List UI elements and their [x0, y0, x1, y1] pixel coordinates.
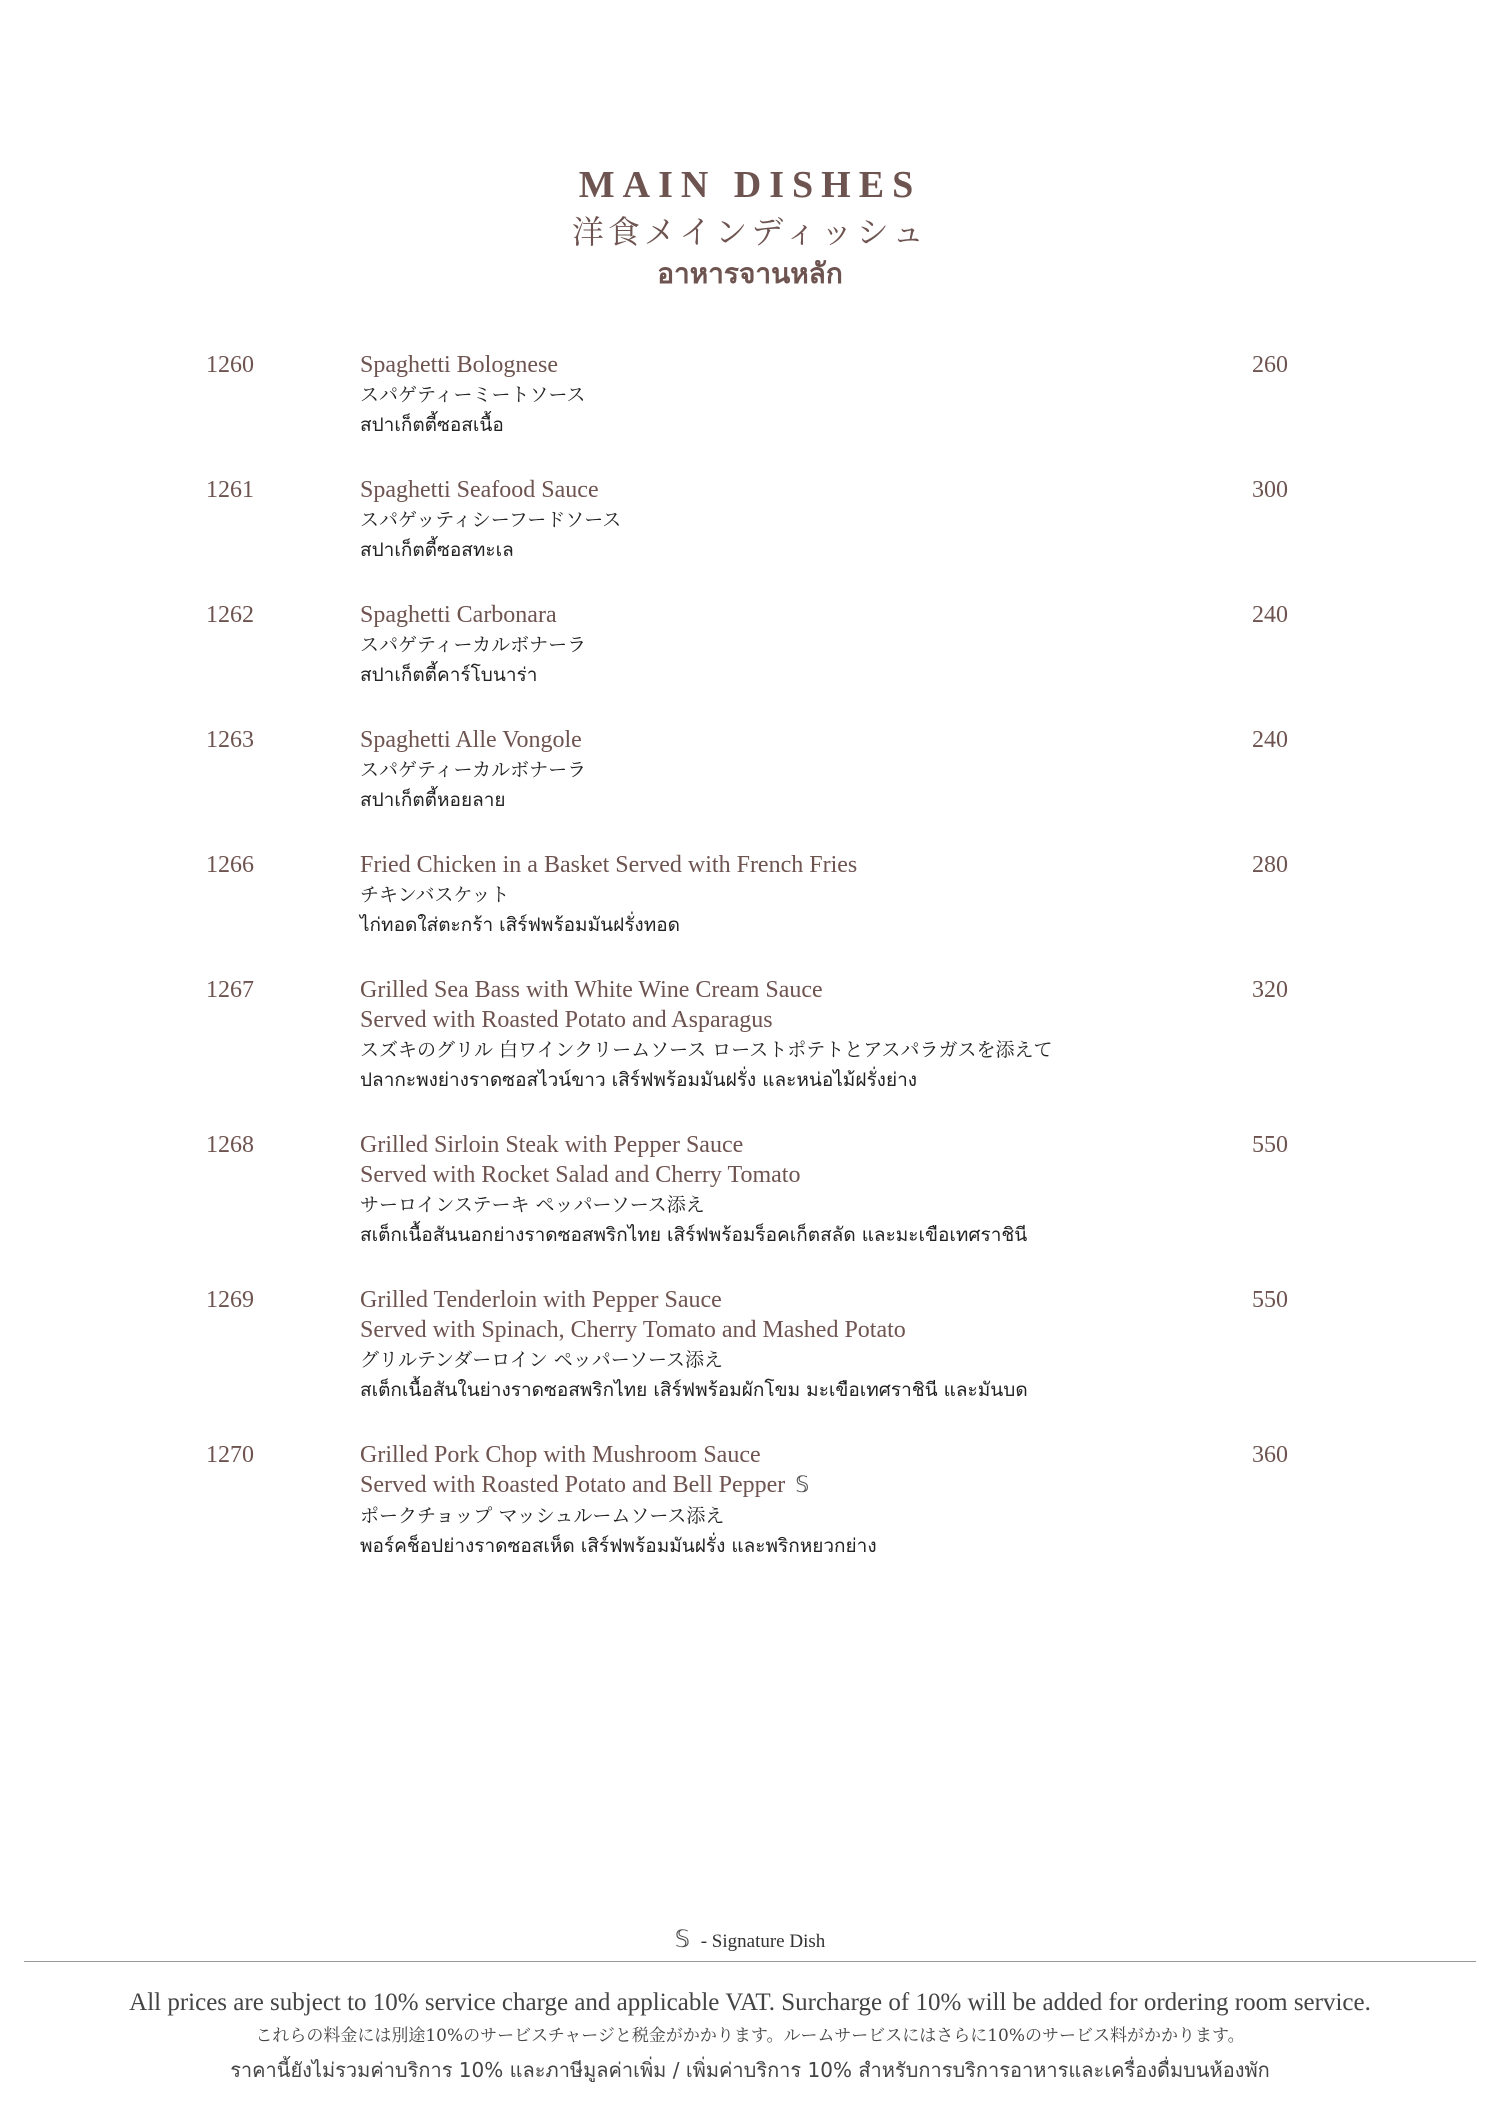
menu-item-name — [360, 475, 1220, 505]
menu-item-code: 1263 — [206, 727, 254, 753]
menu-item-name — [360, 1440, 1220, 1470]
menu-item-description — [360, 975, 1220, 1096]
menu-item-name-japanese: グリルテンダーロイン ペッパーソース添え — [360, 1349, 724, 1371]
menu-item-name-text: Grilled Pork Chop with Mushroom Sauce — [360, 1442, 761, 1468]
menu-item-code: 1269 — [206, 1287, 254, 1313]
menu-item-price: 550 — [1252, 1132, 1288, 1158]
menu-item-description — [360, 350, 1220, 441]
menu-item-name-japanese: チキンバスケット — [360, 884, 510, 906]
menu-item-name-text: Served with Roasted Potato and Bell Pepper — [360, 1472, 786, 1498]
menu-item-name-japanese: ポークチョップ マッシュルームソース添え — [360, 1505, 725, 1527]
menu-item-name-text: Served with Rocket Salad and Cherry Tomato — [360, 1162, 801, 1188]
menu-item — [0, 975, 1500, 1096]
menu-item-name-thai: สปาเก็ตตี้ซอสเนื้อ — [360, 414, 504, 436]
menu-item — [0, 600, 1500, 691]
page-title: MAIN DISHES — [578, 164, 922, 206]
footer-notes — [0, 1986, 1500, 2088]
page-title-japanese: 洋食メインディッシュ — [571, 213, 929, 251]
menu-item — [0, 1440, 1500, 1562]
menu-item-price: 300 — [1252, 477, 1288, 503]
menu-header — [0, 160, 1500, 294]
menu-item — [0, 1285, 1500, 1406]
footer-note-japanese: これらの料金には別途10%のサービスチャージと税金がかかります。ルームサービスにはさらに10%のサービス料がかかります。 — [255, 2026, 1245, 2046]
menu-item-name-thai: สปาเก็ตตี้ซอสทะเล — [360, 539, 514, 561]
menu-item-name — [360, 1130, 1220, 1160]
menu-item-name — [360, 1285, 1220, 1315]
menu-item-code: 1260 — [206, 352, 254, 378]
footer-divider — [24, 1961, 1476, 1962]
menu-item-name — [360, 350, 1220, 380]
menu-list — [0, 350, 1500, 1596]
menu-item-name — [360, 1160, 1220, 1190]
menu-item-price: 240 — [1252, 602, 1288, 628]
menu-item-name-japanese: スパゲティーミートソース — [360, 384, 586, 406]
menu-item — [0, 725, 1500, 816]
menu-item-description — [360, 600, 1220, 691]
menu-item-description — [360, 850, 1220, 941]
menu-item-name-text: Served with Spinach, Cherry Tomato and Mashed Potato — [360, 1317, 906, 1343]
menu-item-name-text: Spaghetti Bolognese — [360, 352, 558, 378]
menu-item-name-text: Spaghetti Carbonara — [360, 602, 557, 628]
menu-item-code: 1262 — [206, 602, 254, 628]
menu-item-price: 240 — [1252, 727, 1288, 753]
menu-item-name — [360, 850, 1220, 880]
menu-item-price: 550 — [1252, 1287, 1288, 1313]
footer-note-thai: ราคานี้ยังไม่รวมค่าบริการ 10% และภาษีมูลค่าเพิ่ม / เพิ่มค่าบริการ 10% สำหรับการบริการอาหารและเครื่องดื่มบนห้องพัก — [230, 2058, 1270, 2082]
menu-item-name — [360, 725, 1220, 755]
menu-item-name — [360, 1315, 1220, 1345]
menu-item-name-japanese: スズキのグリル 白ワインクリームソース ローストポテトとアスパラガスを添えて — [360, 1039, 1053, 1061]
menu-item-name-thai: สปาเก็ตตี้หอยลาย — [360, 789, 506, 811]
menu-item-name-text: Grilled Sea Bass with White Wine Cream Sauce — [360, 977, 823, 1003]
menu-item-description — [360, 725, 1220, 816]
menu-item — [0, 1130, 1500, 1251]
menu-item-code: 1267 — [206, 977, 254, 1003]
menu-item-name-text: Fried Chicken in a Basket Served with French Fries — [360, 852, 858, 878]
signature-icon: 𝕊 — [795, 1473, 810, 1498]
menu-item-name — [360, 975, 1220, 1005]
menu-item-name-japanese: スパゲッティシーフードソース — [360, 509, 622, 531]
signature-legend — [0, 1925, 1500, 1953]
menu-item-name-thai: สปาเก็ตตี้คาร์โบนาร่า — [360, 664, 538, 686]
menu-item-code: 1268 — [206, 1132, 254, 1158]
menu-item-code: 1270 — [206, 1442, 254, 1468]
menu-item-price: 280 — [1252, 852, 1288, 878]
menu-item-name-text: Spaghetti Seafood Sauce — [360, 477, 599, 503]
menu-item-description — [360, 1440, 1220, 1562]
menu-item — [0, 475, 1500, 566]
menu-item-name-japanese: スパゲティーカルボナーラ — [360, 634, 587, 656]
menu-item-description — [360, 475, 1220, 566]
menu-item-description — [360, 1130, 1220, 1251]
signature-icon: 𝕊 — [674, 1925, 690, 1953]
menu-item-name — [360, 1005, 1220, 1035]
menu-item-name-text: Grilled Tenderloin with Pepper Sauce — [360, 1287, 722, 1313]
menu-item-price: 260 — [1252, 352, 1288, 378]
footer-note-english: All prices are subject to 10% service charge and applicable VAT. Surcharge of 10% will be added for ordering room service. — [129, 1989, 1371, 2016]
menu-item-description — [360, 1285, 1220, 1406]
signature-legend-label: - Signature Dish — [700, 1931, 826, 1952]
menu-item — [0, 850, 1500, 941]
menu-item-name-text: Served with Roasted Potato and Asparagus — [360, 1007, 773, 1033]
menu-item-name-japanese: スパゲティーカルボナーラ — [360, 759, 587, 781]
menu-item-code: 1266 — [206, 852, 254, 878]
menu-item — [0, 350, 1500, 441]
menu-item-name-thai: พอร์คช็อปย่างราดซอสเห็ด เสิร์ฟพร้อมมันฝรั่ง และพริกหยวกย่าง — [360, 1535, 877, 1557]
menu-item-name-thai: สเต็กเนื้อสันนอกย่างราดซอสพริกไทย เสิร์ฟพร้อมร็อคเก็ตสลัด และมะเขือเทศราชินี — [360, 1224, 1028, 1246]
menu-item-name-japanese: サーロインステーキ ペッパーソース添え — [360, 1194, 705, 1216]
menu-item-price: 320 — [1252, 977, 1288, 1003]
menu-item-name-text: Grilled Sirloin Steak with Pepper Sauce — [360, 1132, 744, 1158]
menu-item-name — [360, 600, 1220, 630]
page-title-thai: อาหารจานหลัก — [657, 257, 843, 290]
menu-item-name-thai: ปลากะพงย่างราดซอสไวน์ขาว เสิร์ฟพร้อมมันฝรั่ง และหน่อไม้ฝรั่งย่าง — [360, 1069, 918, 1091]
menu-item-name-thai: ไก่ทอดใส่ตะกร้า เสิร์ฟพร้อมมันฝรั่งทอด — [360, 914, 680, 936]
menu-item-price: 360 — [1252, 1442, 1288, 1468]
menu-item-code: 1261 — [206, 477, 254, 503]
menu-item-name — [360, 1470, 1220, 1501]
menu-item-name-thai: สเต็กเนื้อสันในย่างราดซอสพริกไทย เสิร์ฟพร้อมผักโขม มะเขือเทศราชินี และมันบด — [360, 1379, 1028, 1401]
menu-item-name-text: Spaghetti Alle Vongole — [360, 727, 582, 753]
